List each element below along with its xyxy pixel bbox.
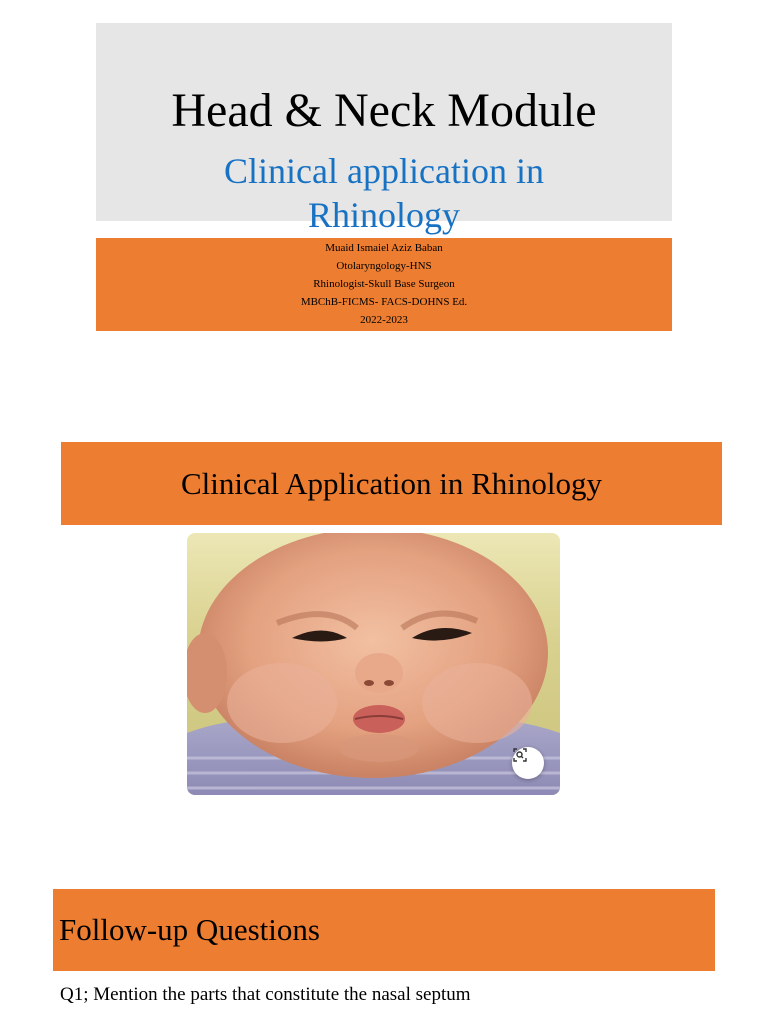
lens-search-glyph (512, 747, 528, 763)
author-role: Rhinologist-Skull Base Surgeon (313, 278, 455, 290)
academic-year: 2022-2023 (360, 314, 408, 326)
module-subtitle (96, 149, 672, 237)
lens-search-icon[interactable] (512, 747, 544, 779)
slide2-header (61, 442, 722, 525)
module-title: Head & Neck Module (171, 84, 597, 137)
question-1: Q1; Mention the parts that constitute the nasal septum (60, 984, 471, 1005)
title-slide-box (96, 23, 672, 235)
baby-face-illustration (187, 533, 560, 795)
baby-photo (187, 533, 560, 795)
subtitle-line-2: Rhinology (307, 195, 460, 235)
author-qualifications: MBChB-FICMS- FACS-DOHNS Ed. (300, 296, 468, 308)
author-name: Muaid Ismaiel Aziz Baban (325, 242, 443, 254)
author-specialty: Otolaryngology-HNS (336, 260, 432, 272)
subtitle-line-1: Clinical application in (224, 151, 544, 191)
slide3-title: Follow-up Questions (59, 912, 320, 947)
slide2-title: Clinical Application in Rhinology (180, 465, 603, 501)
author-info-box (96, 238, 672, 331)
slide3-header (53, 889, 715, 971)
